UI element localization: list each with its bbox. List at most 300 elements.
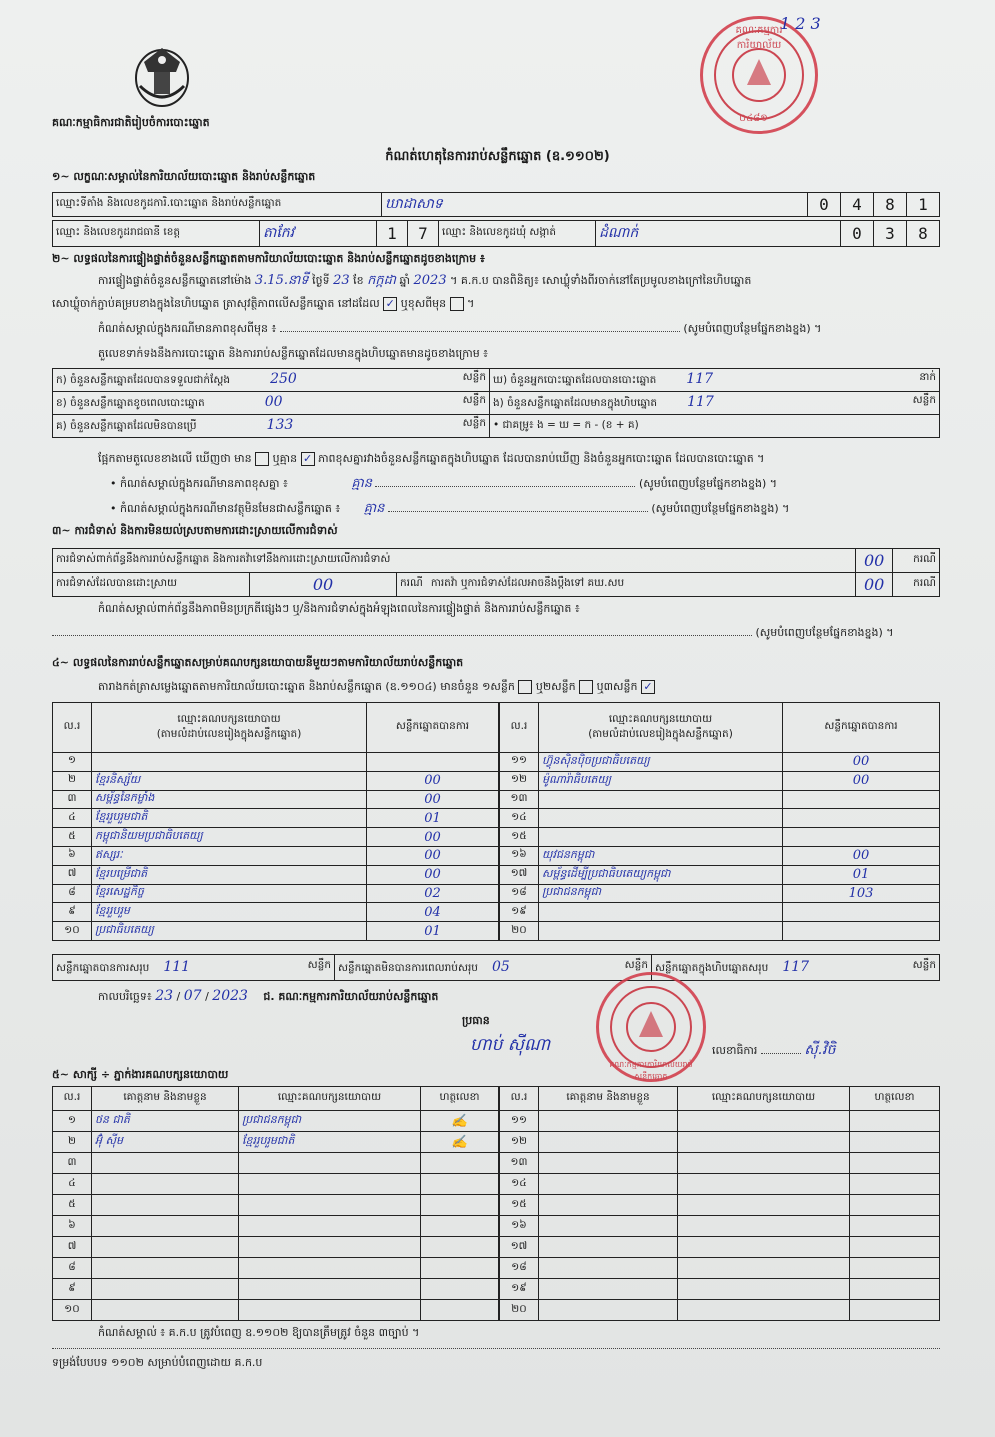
resolved-value: 00 <box>250 573 397 597</box>
witness-name <box>92 1258 239 1279</box>
party-row <box>53 922 499 941</box>
invalid-note-label: • កំណត់សម្គាល់ក្នុងករណីមានវត្ថុមិនមែនជាសន្លឹកឆ្នោត ៖ <box>110 502 341 515</box>
witness-row <box>500 1300 940 1321</box>
witness-party <box>678 1195 850 1216</box>
party-name: ប្រជាធិបតេយ្យ <box>92 922 367 941</box>
col-votes: សន្លឹកឆ្នោតបានការ <box>367 703 499 753</box>
appeal-value: 00 <box>856 573 893 597</box>
row-number: ១៩ <box>500 1279 539 1300</box>
total-box-unit: សន្លឹក <box>912 958 936 971</box>
party-row <box>53 903 499 922</box>
objection-unit: ករណី <box>893 549 940 573</box>
party-votes <box>783 809 940 828</box>
witness-signature <box>421 1279 499 1300</box>
col-party-sub: (តាមលំដាប់លេខរៀងក្នុងសន្លឹកឆ្នោត) <box>588 727 733 740</box>
row-number: ១ <box>53 753 92 772</box>
witness-row <box>500 1279 940 1300</box>
witness-row <box>500 1132 940 1153</box>
month-label: ខែ <box>353 274 364 287</box>
party-row <box>500 828 940 847</box>
date-label: កាលបរិច្ឆេទ៖ <box>98 990 152 1003</box>
row-number: ១៦ <box>500 846 539 865</box>
witness-signature <box>421 1216 499 1237</box>
signer-title: ប្រធាន <box>462 1014 490 1027</box>
witness-party <box>239 1195 421 1216</box>
party-votes: 01 <box>783 865 940 884</box>
party-votes <box>783 828 940 847</box>
date-month: 07 <box>183 988 202 1004</box>
witness-row <box>500 1216 940 1237</box>
year-label: ឆ្នាំ <box>399 274 410 287</box>
party-name: សម្ព័ន្ធនៃកម្លាំង <box>92 790 367 809</box>
form-footer: ទម្រង់បែបបទ ១១០២ សម្រាប់បំពេញដោយ គ.ក.ប <box>52 1356 263 1369</box>
row-number: ១៣ <box>500 790 539 809</box>
two-sheet-label: ឬ២សន្លឹក <box>535 680 576 693</box>
witness-name <box>92 1279 239 1300</box>
witness-party: ប្រជាជនកម្ពុជា <box>239 1111 421 1132</box>
party-name: ហ៊្វុនស៊ិនប៉ិចប្រជាធិបតេយ្យ <box>539 753 783 772</box>
secretary-line <box>712 1040 836 1061</box>
row-number: ៣ <box>53 790 92 809</box>
witness-signature <box>850 1111 940 1132</box>
row-number: ៤ <box>53 1174 92 1195</box>
witness-signature <box>421 1258 499 1279</box>
figure-a-label: ក) ចំនួនសន្លឹកឆ្នោតដែលបានទទួលជាក់ស្តែង <box>56 374 231 386</box>
verification-day: 23 <box>333 273 350 288</box>
witness-name: អ៊ុំ ស៊ីម <box>92 1132 239 1153</box>
section4-heading: ៤~ លទ្ធផលនៃការរាប់សន្លឹកឆ្នោតសម្រាប់គណបក្សនយោបាយនីមួយៗតាមការិយាល័យរាប់សន្លឹកឆ្នោត <box>52 656 464 669</box>
date-line: កាលបរិច្ឆេទ៖ 23 / 07 / 2023 ជ. គណៈកម្មការការិយាល័យរាប់សន្លឹកឆ្នោត <box>98 988 439 1004</box>
row-number: ១០ <box>53 922 92 941</box>
party-results-left <box>52 702 499 941</box>
row-number: ២០ <box>500 1300 539 1321</box>
figure-b-label: ខ) ចំនួនសន្លឹកឆ្នោតខូចពេលបោះឆ្នោត <box>56 397 205 409</box>
figure-e-unit: សន្លឹក <box>912 394 936 406</box>
row-number: ១៤ <box>500 809 539 828</box>
appeal-label: ការតវ៉ា ឬការជំទាស់ដែលអាចនឹងប្តឹងទៅ គឃ.សប <box>430 577 625 589</box>
party-name: ម៉ូណារ៉ាធិបតេយ្យ <box>539 771 783 790</box>
row-number: ៩ <box>53 903 92 922</box>
witness-signature <box>850 1279 940 1300</box>
col-votes: សន្លឹកឆ្នោតបានការ <box>783 703 940 753</box>
stamp-top-code: ០៤៨១ <box>739 113 768 124</box>
verification-text: ការផ្ទៀងផ្ទាត់ចំនួនសន្លឹកឆ្នោតនៅម៉ោង <box>98 274 252 287</box>
witness-row <box>500 1153 940 1174</box>
witness-signature <box>850 1237 940 1258</box>
witness-row <box>53 1195 499 1216</box>
party-votes: 00 <box>783 771 940 790</box>
witness-name <box>539 1174 678 1195</box>
col-no: ល.រ <box>53 703 92 753</box>
party-votes: 00 <box>367 790 499 809</box>
witness-party <box>239 1153 421 1174</box>
row-number: ២ <box>53 771 92 790</box>
total-valid-label: សន្លឹកឆ្នោតបានការសរុប <box>56 961 150 974</box>
commune-code-digit: 0 <box>841 221 874 247</box>
party-row <box>500 790 940 809</box>
witness-name <box>539 1300 678 1321</box>
party-name: សម្ព័ន្ធដើម្បីប្រជាធិបតេយ្យកម្ពុជា <box>539 865 783 884</box>
witness-name <box>92 1300 239 1321</box>
party-name <box>539 790 783 809</box>
changed-checkbox[interactable] <box>450 297 464 311</box>
stamp-handwriting: 1 2 3 <box>780 14 821 33</box>
party-name: ខ្មែរសេដ្ឋកិច្ច <box>92 884 367 903</box>
witness-table-left <box>52 1086 499 1321</box>
verification-year: 2023 <box>413 273 447 288</box>
party-row <box>53 884 499 903</box>
witness-row <box>500 1111 940 1132</box>
witness-row <box>53 1300 499 1321</box>
national-emblem-icon <box>132 42 192 110</box>
total-valid-unit: សន្លឹក <box>307 958 331 971</box>
witness-signature <box>850 1258 940 1279</box>
secretary-label: លេខាធិការ <box>712 1044 758 1057</box>
party-name <box>539 922 783 941</box>
org-name: គណៈកម្មាធិការជាតិរៀបចំការបោះឆ្នោត <box>52 116 210 129</box>
witness-signature <box>421 1153 499 1174</box>
witness-signature <box>850 1216 940 1237</box>
witness-party <box>678 1237 850 1258</box>
section2-heading: ២~ លទ្ធផលនៃការផ្ទៀងផ្ទាត់ចំនួនសន្លឹកឆ្នោតតាមការិយាល័យបោះឆ្នោត និងរាប់សន្លឹកឆ្នោតដូចខាងក្រោម ៖ <box>52 252 485 265</box>
party-votes <box>783 922 940 941</box>
resolved-label: ការជំទាស់ដែលបានដោះស្រាយ <box>53 573 250 597</box>
figure-c-value: 133 <box>266 417 294 433</box>
witness-name <box>539 1111 678 1132</box>
figure-e-value: 117 <box>687 394 714 410</box>
two-sheet-checkbox[interactable] <box>579 680 593 694</box>
party-row <box>500 753 940 772</box>
party-row <box>500 903 940 922</box>
comparison-text-b: ឬគ្មាន <box>272 452 298 465</box>
has-difference-checkbox[interactable] <box>255 452 269 466</box>
row-number: ១៥ <box>500 828 539 847</box>
signer-org: ជ. គណៈកម្មការការិយាល័យរាប់សន្លឹកឆ្នោត <box>263 990 439 1003</box>
witness-name <box>539 1279 678 1300</box>
province-code-digit: 1 <box>377 221 408 247</box>
day-label: ថ្ងៃទី <box>312 274 330 287</box>
row-number: ១៧ <box>500 1237 539 1258</box>
irregularity-hint-line <box>52 626 940 642</box>
row-number: ៧ <box>53 865 92 884</box>
witness-party <box>239 1279 421 1300</box>
party-name <box>92 753 367 772</box>
witness-party <box>678 1153 850 1174</box>
witness-row <box>500 1195 940 1216</box>
objection-value: 00 <box>856 549 893 573</box>
objection-table <box>52 548 940 597</box>
chairman-signature: ហាប់ ស៊ីណា <box>470 1035 551 1055</box>
figure-d-label: ឃ) ចំនួនអ្នកបោះឆ្នោតដែលបានបោះឆ្នោត <box>493 374 657 386</box>
col-no: ល.រ <box>500 1087 539 1111</box>
party-votes: 103 <box>783 884 940 903</box>
one-sheet-checkbox[interactable] <box>518 680 532 694</box>
same-checkbox[interactable]: ✓ <box>383 297 397 311</box>
total-valid-value: 111 <box>163 958 191 975</box>
party-row <box>53 846 499 865</box>
witness-signature <box>421 1174 499 1195</box>
figure-c-label: គ) ចំនួនសន្លឹកឆ្នោតដែលមិនបានប្រើ <box>56 420 197 432</box>
figure-b-unit: សន្លឹក <box>462 394 486 406</box>
party-votes: 00 <box>783 846 940 865</box>
witness-signature <box>850 1174 940 1195</box>
row-number: ៨ <box>53 1258 92 1279</box>
objection-label: ការជំទាស់ពាក់ព័ន្ធនឹងការរាប់សន្លឹកឆ្នោត និងការតវ៉ាទៅនឹងការដោះស្រាយលើការជំទាស់ <box>53 549 856 573</box>
witness-row <box>53 1237 499 1258</box>
party-votes <box>783 903 940 922</box>
province-value: តាកែវ <box>260 221 377 247</box>
witness-party <box>678 1279 850 1300</box>
row-number: ១១ <box>500 1111 539 1132</box>
witness-signature <box>850 1132 940 1153</box>
figures-intro: តួលេខទាក់ទងនឹងការបោះឆ្នោត និងការរាប់សន្លឹកឆ្នោតដែលមានក្នុងហិបឆ្នោតមានដូចខាងក្រោម ៖ <box>98 347 489 360</box>
verification-time: 3.15.នាទី <box>254 273 309 288</box>
section5-heading: ៥~ សាក្សី ÷ ភ្នាក់ងារគណបក្សនយោបាយ <box>52 1068 229 1081</box>
commune-value: ដំណាក់ <box>596 221 841 247</box>
col-sign: ហត្ថលេខា <box>421 1087 499 1111</box>
row-number: ៥ <box>53 828 92 847</box>
invalid-note-line <box>110 500 940 519</box>
total-box-value: 117 <box>782 958 810 975</box>
party-row <box>53 809 499 828</box>
witness-name <box>539 1132 678 1153</box>
total-invalid-unit: សន្លឹក <box>624 958 648 971</box>
party-votes: 00 <box>367 865 499 884</box>
witness-name <box>539 1237 678 1258</box>
party-name: ខ្មែររួបរួម <box>92 903 367 922</box>
ballot-figures-table <box>52 368 940 438</box>
row-number: ១៣ <box>500 1153 539 1174</box>
invalid-note-value: គ្មាន <box>363 501 385 516</box>
figure-d-unit: នាក់ <box>919 371 936 383</box>
row-number: ១៤ <box>500 1174 539 1195</box>
code-digit: 4 <box>841 193 874 217</box>
witness-party <box>678 1111 850 1132</box>
row-number: ២០ <box>500 922 539 941</box>
official-stamp-middle <box>596 972 706 1082</box>
witness-signature <box>421 1300 499 1321</box>
row-number: ៨ <box>53 884 92 903</box>
col-name: គោត្តនាម និងនាមខ្លួន <box>92 1087 239 1111</box>
witness-signature <box>850 1300 940 1321</box>
party-row <box>500 884 940 903</box>
tally-intro: តារាងកត់ត្រាសម្លេងឆ្នោតតាមការិយាល័យបោះឆ្នោត និងរាប់សន្លឹកឆ្នោត (ឧ.១១០៤) មានចំនួន ១សន្លឹក <box>98 680 515 693</box>
party-name <box>539 903 783 922</box>
witness-party: ខ្មែររួបរួមជាតិ <box>239 1132 421 1153</box>
witness-name <box>539 1153 678 1174</box>
witness-row <box>500 1174 940 1195</box>
party-row <box>500 922 940 941</box>
party-row <box>53 790 499 809</box>
witness-row <box>53 1279 499 1300</box>
section3-heading: ៣~ ការជំទាស់ និងការមិនយល់ស្របតាមការដោះស្រាយលើការជំទាស់ <box>52 524 338 537</box>
irregularity-hint: (សូមបំពេញបន្ថែមផ្នែកខាងខ្នង) ។ <box>755 626 894 639</box>
location-value: ឃាដាសាទ <box>382 193 808 217</box>
invalid-note-hint: (សូមបំពេញបន្ថែមផ្នែកខាងខ្នង) ។ <box>651 502 790 515</box>
comparison-text-c: ភាពខុសគ្នារវាងចំនួនសន្លឹកឆ្នោតក្នុងហិបឆ្នោត ដែលបានរាប់ឃើញ និងចំនួនអ្នកបោះឆ្នោត ដែលបានបោះឆ្នោត ។ <box>318 452 765 465</box>
witness-party <box>678 1132 850 1153</box>
code-digit: 8 <box>874 193 907 217</box>
party-row <box>53 771 499 790</box>
location-table <box>52 192 940 217</box>
witness-name <box>539 1216 678 1237</box>
party-votes <box>367 753 499 772</box>
witness-signature <box>421 1195 499 1216</box>
party-votes: 04 <box>367 903 499 922</box>
witness-row <box>53 1111 499 1132</box>
witness-table-right <box>499 1086 940 1321</box>
witness-name <box>539 1195 678 1216</box>
change-note-hint: (សូមបំពេញបន្ថែមផ្នែកខាងខ្នង) ។ <box>683 322 822 335</box>
diff-note-line <box>110 475 940 494</box>
col-party-sub: (តាមលំដាប់លេខរៀងក្នុងសន្លឹកឆ្នោត) <box>156 727 302 740</box>
row-number: ២ <box>53 1132 92 1153</box>
seal-end: ។ <box>467 297 475 310</box>
row-number: ១៧ <box>500 865 539 884</box>
diff-note-hint: (សូមបំពេញបន្ថែមផ្នែកខាងខ្នង) ។ <box>638 477 778 490</box>
col-party: ឈ្មោះគណបក្សនយោបាយ <box>678 1087 850 1111</box>
change-note-line <box>98 322 940 338</box>
col-party: ឈ្មោះគណបក្សនយោបាយ <box>608 712 713 725</box>
party-votes: 01 <box>367 809 499 828</box>
party-row <box>53 828 499 847</box>
witness-row <box>53 1174 499 1195</box>
witness-signature: ✍ <box>421 1111 499 1132</box>
row-number: ១៨ <box>500 884 539 903</box>
witness-signature <box>850 1195 940 1216</box>
total-invalid-value: 05 <box>491 958 510 975</box>
party-votes: 00 <box>783 753 940 772</box>
col-party: ឈ្មោះគណបក្សនយោបាយ <box>177 712 281 725</box>
party-name: យុវជនកម្ពុជា <box>539 846 783 865</box>
date-year: 2023 <box>212 988 248 1004</box>
row-number: ៧ <box>53 1237 92 1258</box>
row-number: ៤ <box>53 809 92 828</box>
date-day: 23 <box>155 988 174 1004</box>
party-row <box>53 865 499 884</box>
row-number: ៩ <box>53 1279 92 1300</box>
stamp-middle-text: គណៈកម្មការការិយាល័យរាប់សន្លឹកឆ្នោត <box>609 1060 693 1081</box>
witness-party <box>239 1300 421 1321</box>
witness-row <box>500 1237 940 1258</box>
code-digit: 1 <box>907 193 940 217</box>
party-name: ខ្មែរនិស្ស័យ <box>92 771 367 790</box>
witness-signature <box>421 1237 499 1258</box>
seal-text: សោឃ្លុំចាក់ភ្ជាប់គម្របខាងក្នុងនៃហិបឆ្នោត ត្រាសុវត្ថិភាពលើសន្លឹកឆ្នោត នៅដដែល <box>52 297 380 310</box>
figure-e-label: ង) ចំនួនសន្លឹកឆ្នោតដែលមានក្នុងហិបឆ្នោត <box>493 397 658 409</box>
party-row <box>500 771 940 790</box>
witness-row <box>500 1258 940 1279</box>
diff-note-value: គ្មាន <box>351 476 372 491</box>
witness-row <box>53 1153 499 1174</box>
row-number: ១ <box>53 1111 92 1132</box>
resolved-unit: ករណី <box>400 577 423 589</box>
party-name: ប្រជាជនកម្ពុជា <box>539 884 783 903</box>
col-party: ឈ្មោះគណបក្សនយោបាយ <box>239 1087 421 1111</box>
no-difference-checkbox[interactable]: ✓ <box>301 452 315 466</box>
verification-text-rest: ។ គ.ក.ប បានពិនិត្យ៖ សោឃ្លុំទាំងពីរចាក់នៅតែប្រមូលខាងក្រៅនៃហិបឆ្នោត <box>450 274 752 287</box>
witness-party <box>678 1216 850 1237</box>
col-no: ល.រ <box>53 1087 92 1111</box>
witness-party <box>239 1174 421 1195</box>
witness-row <box>53 1258 499 1279</box>
official-stamp-top <box>700 16 818 134</box>
seal-line <box>52 297 474 313</box>
party-row <box>500 809 940 828</box>
row-number: ៦ <box>53 846 92 865</box>
witness-party <box>678 1258 850 1279</box>
commune-code-digit: 8 <box>907 221 940 247</box>
row-number: ៥ <box>53 1195 92 1216</box>
stamp-top-text: គណៈកម្មការការិយាល័យ <box>735 25 783 51</box>
totals-table <box>52 954 940 981</box>
row-number: ១០ <box>53 1300 92 1321</box>
figure-d-value: 117 <box>686 371 714 387</box>
witness-party <box>678 1300 850 1321</box>
province-table <box>52 220 940 247</box>
commune-code-digit: 3 <box>874 221 907 247</box>
party-row <box>53 753 499 772</box>
figure-c-unit: សន្លឹក <box>462 417 486 429</box>
party-name: ឥស្សរៈ <box>92 846 367 865</box>
party-name <box>539 828 783 847</box>
party-name: កម្ពុជានិយមប្រជាធិបតេយ្យ <box>92 828 367 847</box>
party-results-right <box>499 702 940 941</box>
row-number: ១៩ <box>500 903 539 922</box>
witness-row <box>53 1132 499 1153</box>
party-row <box>500 846 940 865</box>
party-votes: 00 <box>367 771 499 790</box>
witness-name: ថន ជាតិ <box>92 1111 239 1132</box>
appeal-unit: ករណី <box>893 573 940 597</box>
party-votes: 02 <box>367 884 499 903</box>
witness-party <box>239 1216 421 1237</box>
verification-line <box>98 272 948 291</box>
row-number: ១៨ <box>500 1258 539 1279</box>
row-number: ៦ <box>53 1216 92 1237</box>
party-votes: 01 <box>367 922 499 941</box>
witness-name <box>92 1216 239 1237</box>
total-box-label: សន្លឹកឆ្នោតក្នុងហិបឆ្នោតសរុប <box>655 961 769 974</box>
col-name: គោត្តនាម និងនាមខ្លួន <box>539 1087 678 1111</box>
col-no: ល.រ <box>500 703 539 753</box>
three-sheet-checkbox[interactable]: ✓ <box>641 680 655 694</box>
witness-name <box>539 1258 678 1279</box>
change-note-label: កំណត់សម្គាល់ក្នុងករណីមានភាពខុសពីមុន ៖ <box>98 322 277 335</box>
witness-name <box>92 1174 239 1195</box>
divider <box>52 1348 940 1349</box>
row-number: ១២ <box>500 771 539 790</box>
figure-a-unit: សន្លឹក <box>462 371 486 383</box>
figure-a-value: 250 <box>270 371 297 387</box>
witness-signature: ✍ <box>421 1132 499 1153</box>
row-number: ១១ <box>500 753 539 772</box>
verification-month: កក្កដា <box>367 273 397 288</box>
row-number: ១៥ <box>500 1195 539 1216</box>
tally-sheet-line <box>98 680 655 696</box>
party-name: ខ្មែររួបរួមជាតិ <box>92 809 367 828</box>
diff-note-label: • កំណត់សម្គាល់ក្នុងករណីមានភាពខុសគ្នា ៖ <box>110 477 288 490</box>
three-sheet-label: ឬ៣សន្លឹក <box>596 680 638 693</box>
comparison-line <box>98 452 764 468</box>
formula-note: • ជាគម្រូ៖ ង = ឃ = ក - (ខ + គ) <box>490 415 940 438</box>
code-digit: 0 <box>808 193 841 217</box>
party-row <box>500 865 940 884</box>
witness-party <box>239 1237 421 1258</box>
changed-label: ឬខុសពីមុន <box>400 297 447 310</box>
witness-name <box>92 1237 239 1258</box>
witness-signature <box>850 1153 940 1174</box>
